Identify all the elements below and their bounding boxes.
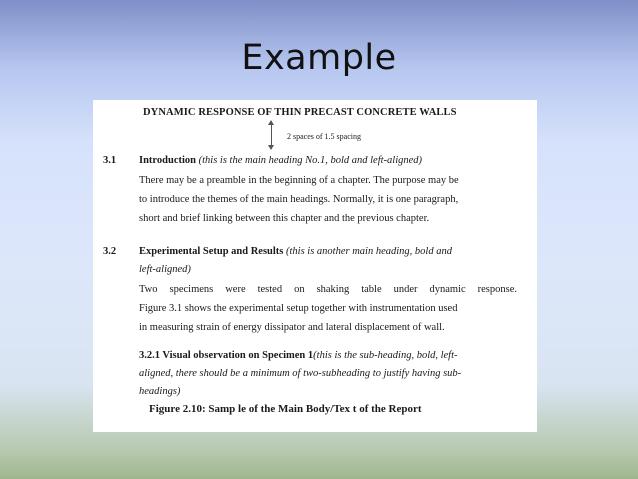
heading-note: (this is the main heading No.1, bold and left-aligned) — [198, 155, 423, 166]
paragraph-line: There may be a preamble in the beginning of a chapter. The purpose may be — [139, 175, 459, 186]
section-heading — [139, 246, 452, 257]
subheading-note: aligned, there should be a minimum of two-subheading to justify having sub- — [139, 368, 462, 379]
document-title: DYNAMIC RESPONSE OF THIN PRECAST CONCRETE WALLS — [143, 107, 457, 118]
section-number: 3.1 — [103, 155, 117, 166]
heading-text: Introduction — [139, 155, 196, 166]
section-number: 3.2 — [103, 246, 117, 257]
paragraph-line: to introduce the themes of the main headings. Normally, it is one paragraph, — [139, 194, 459, 205]
subheading-text: 3.2.1 Visual observation on Specimen 1 — [139, 350, 314, 361]
paragraph-line: in measuring strain of energy dissipator and lateral displacement of wall. — [139, 322, 445, 333]
subsection-heading — [139, 350, 458, 361]
paragraph-line: Two specimens were tested on shaking table under dynamic response. — [139, 284, 517, 295]
paragraph-line: short and brief linking between this chapter and the previous chapter. — [139, 213, 430, 224]
slide-title: Example — [241, 38, 397, 78]
subheading-note: (this is the sub-heading, bold, left- — [313, 350, 458, 361]
figure-caption: Figure 2.10: Samp le of the Main Body/Tex t of the Report — [149, 403, 422, 415]
paragraph-line: Figure 3.1 shows the experimental setup together with instrumentation used — [139, 303, 458, 314]
document-image — [93, 100, 537, 432]
heading-note: left-aligned) — [139, 264, 191, 275]
subheading-note-line — [139, 368, 461, 379]
subheading-note: headings) — [139, 386, 181, 397]
heading-text: Experimental Setup and Results — [139, 246, 284, 257]
double-arrow-icon — [271, 122, 272, 148]
heading-note: (this is another main heading, bold and — [286, 246, 452, 257]
heading-note-continued — [139, 264, 191, 275]
spacing-note: 2 spaces of 1.5 spacing — [287, 132, 361, 141]
section-heading — [139, 155, 422, 166]
subheading-note-line — [139, 386, 180, 397]
